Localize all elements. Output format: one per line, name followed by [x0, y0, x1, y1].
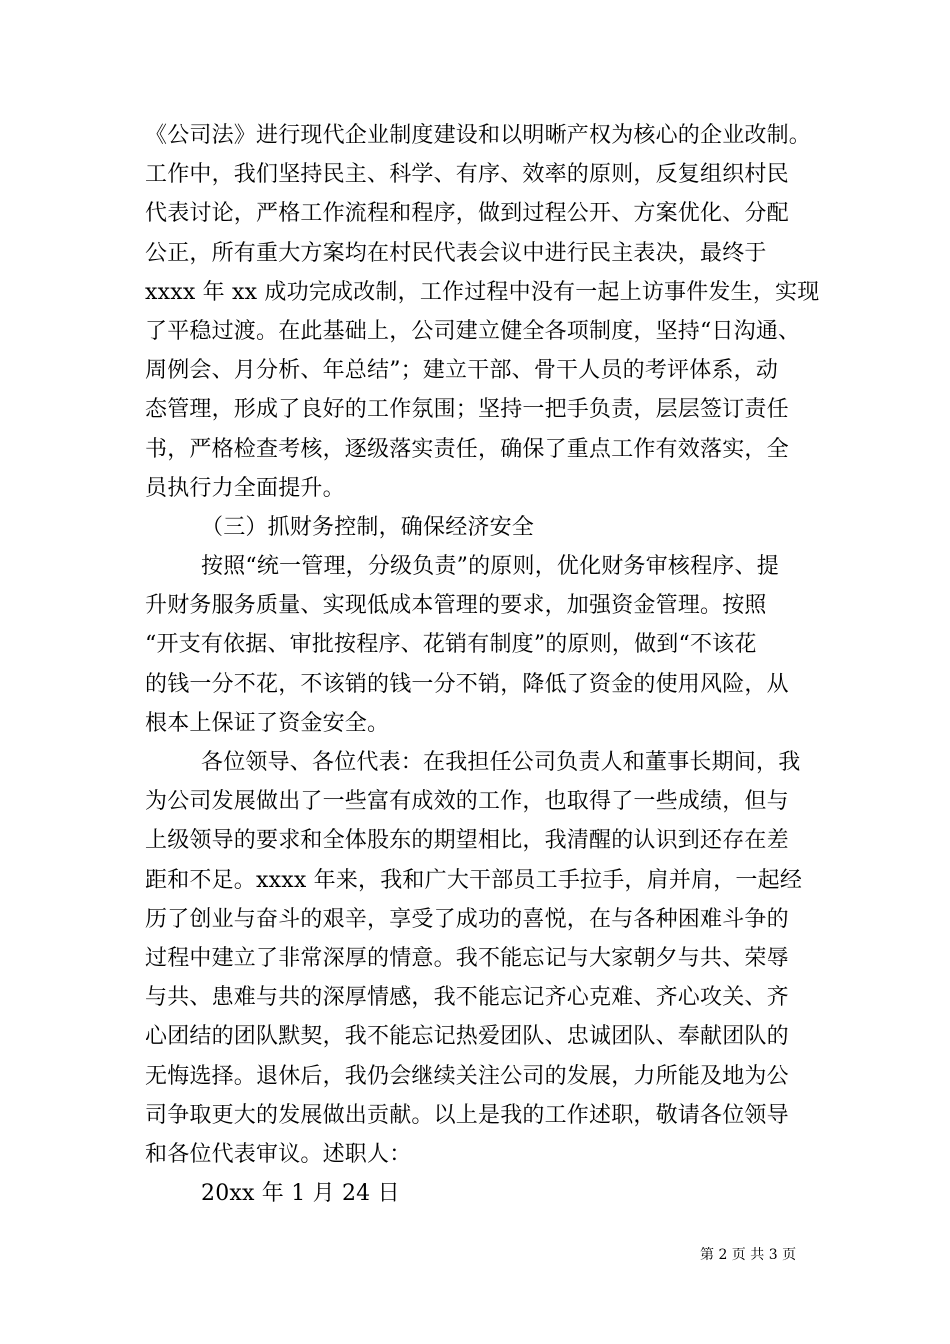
text-line: 过程中建立了非常深厚的情意。我不能忘记与大家朝夕与共、荣辱: [145, 945, 789, 971]
text-line: 上级领导的要求和全体股东的期望相比，我清醒的认识到还存在差: [145, 828, 789, 854]
text-line: 心团结的团队默契，我不能忘记热爱团队、忠诚团队、奉献团队的: [145, 1024, 789, 1050]
text-line: 书，严格检查考核，逐级落实责任，确保了重点工作有效落实，全: [145, 436, 789, 462]
text-line: xxxx 年 xx 成功完成改制，工作过程中没有一起上访事件发生，实现: [145, 279, 820, 305]
text-line: 工作中，我们坚持民主、科学、有序、效率的原则，反复组织村民: [145, 162, 789, 188]
text-line: 距和不足。xxxx 年来，我和广大干部员工手拉手，肩并肩，一起经: [145, 867, 803, 893]
page-number: 第 2 页 共 3 页: [700, 1247, 797, 1263]
text-line: 代表讨论，严格工作流程和程序，做到过程公开、方案优化、分配: [145, 201, 789, 227]
text-line: 的钱一分不花，不该销的钱一分不销，降低了资金的使用风险，从: [145, 671, 789, 697]
text-line: 员执行力全面提升。: [145, 475, 345, 501]
text-line: “开支有依据、审批按程序、花销有制度”的原则，做到“不该花: [145, 632, 757, 658]
text-line: 根本上保证了资金安全。: [145, 710, 390, 736]
text-line: 升财务服务质量、实现低成本管理的要求，加强资金管理。按照: [145, 593, 767, 619]
date-line: 20xx 年 1 月 24 日: [201, 1181, 400, 1207]
text-line: 和各位代表审议。述职人：: [145, 1141, 412, 1167]
text-line: 按照“统一管理，分级负责”的原则，优化财务审核程序、提: [201, 554, 779, 580]
text-line: 公正，所有重大方案均在村民代表会议中进行民主表决，最终于: [145, 240, 767, 266]
document-body: [145, 116, 820, 1213]
text-line: 周例会、月分析、年总结”；建立干部、骨干人员的考评体系，动: [145, 358, 779, 384]
section-heading: （三）抓财务控制，确保经济安全: [201, 514, 535, 540]
text-line: 了平稳过渡。在此基础上，公司建立健全各项制度，坚持“日沟通、: [145, 318, 801, 344]
text-line: 无悔选择。退休后，我仍会继续关注公司的发展，力所能及地为公: [145, 1063, 789, 1089]
text-line: 各位领导、各位代表：在我担任公司负责人和董事长期间，我: [201, 750, 801, 775]
text-line: 《公司法》进行现代企业制度建设和以明晰产权为核心的企业改制。: [145, 123, 812, 148]
text-line: 司争取更大的发展做出贡献。以上是我的工作述职，敬请各位领导: [145, 1102, 789, 1128]
text-line: 为公司发展做出了一些富有成效的工作，也取得了一些成绩，但与: [145, 789, 789, 815]
text-line: 历了创业与奋斗的艰辛，享受了成功的喜悦，在与各种困难斗争的: [145, 906, 789, 932]
text-line: 态管理，形成了良好的工作氛围；坚持一把手负责，层层签订责任: [145, 397, 789, 423]
text-line: 与共、患难与共的深厚情感，我不能忘记齐心克难、齐心攻关、齐: [145, 985, 789, 1011]
